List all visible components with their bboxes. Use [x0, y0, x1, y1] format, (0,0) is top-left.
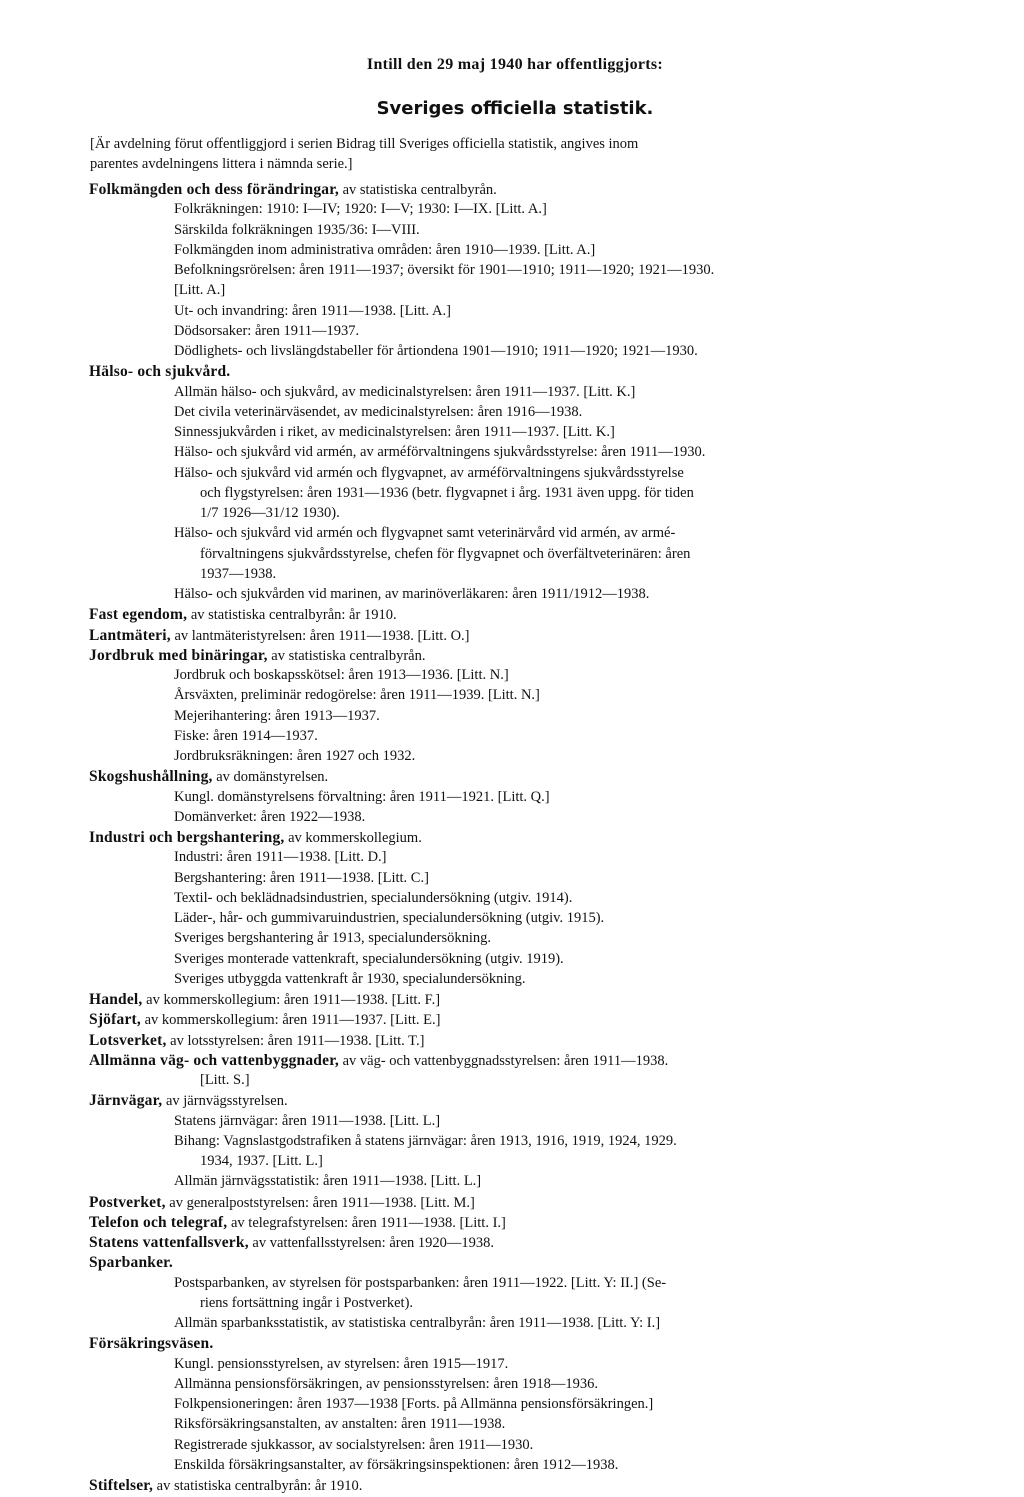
section-heading-detail: av statistiska centralbyrån. — [267, 647, 426, 664]
list-item: Riksförsäkringsanstalten, av anstalten: åren 1911—1938. — [174, 1416, 506, 1433]
list-item: [Litt. A.] — [174, 282, 226, 299]
list-item-continuation: [Litt. S.] — [200, 1072, 250, 1088]
section-heading-detail: av statistiska centralbyrån. — [338, 182, 497, 198]
section-heading: Allmänna väg- och vattenbyggnader, — [89, 1051, 339, 1069]
section-heading-detail: av kommerskollegium: åren 1911—1938. [Litt. F.] — [142, 992, 441, 1008]
list-item: Hälso- och sjukvården vid marinen, av marinöverläkaren: åren 1911/1912—1938. — [174, 586, 650, 602]
list-item: Bergshantering: åren 1911—1938. [Litt. C.] — [174, 869, 429, 886]
list-item: Mejerihantering: åren 1913—1937. — [174, 707, 380, 724]
list-item: Allmän järnvägsstatistik: åren 1911—1938. [Litt. L.] — [174, 1173, 482, 1190]
list-item: Kungl. pensionsstyrelsen, av styrelsen: åren 1915—1917. — [174, 1355, 509, 1372]
list-item: Hälso- och sjukvård vid armén och flygvapnet, av arméförvaltningens sjukvårdsstyrelse — [174, 464, 684, 481]
list-item: Jordbruk och boskapsskötsel: åren 1913—1936. [Litt. N.] — [174, 667, 509, 683]
list-item: Fiske: åren 1914—1937. — [174, 727, 318, 744]
list-item-continuation: 1937—1938. — [200, 565, 277, 582]
list-item: Hälso- och sjukvård vid armén och flygvapnet samt veterinärvård vid armén, av armé- — [174, 525, 676, 542]
list-item-continuation: riens fortsättning ingår i Postverket). — [200, 1294, 414, 1311]
section-heading: Sparbanker. — [89, 1254, 173, 1272]
section-heading-line — [89, 768, 328, 786]
section-heading-line — [89, 1092, 288, 1110]
section-heading-line — [89, 1477, 362, 1495]
section-heading: Lotsverket, — [89, 1031, 167, 1049]
list-item: Folkpensioneringen: åren 1937—1938 [Forts. på Allmänna pensionsförsäkringen.] — [174, 1396, 654, 1412]
section-heading-line — [89, 627, 470, 645]
list-item: Enskilda försäkringsanstalter, av försäkringsinspektionen: åren 1912—1938. — [174, 1456, 619, 1473]
list-item: Allmän sparbanksstatistik, av statistiska centralbyrån: åren 1911—1938. [Litt. Y: I.] — [174, 1315, 661, 1331]
section-heading-line — [89, 1011, 440, 1029]
list-item: Det civila veterinärväsendet, av medicinalstyrelsen: åren 1916—1938. — [174, 403, 583, 420]
list-item: Sveriges monterade vattenkraft, specialundersökning (utgiv. 1919). — [174, 950, 564, 967]
section-heading-detail: av domänstyrelsen. — [212, 769, 329, 786]
section-heading: Handel, — [89, 991, 143, 1008]
list-item: Postsparbanken, av styrelsen för postsparbanken: åren 1911—1922. [Litt. Y: II.] (Se- — [174, 1274, 667, 1291]
section-heading-detail: av vattenfallsstyrelsen: åren 1920—1938. — [248, 1235, 495, 1251]
section-heading: Försäkringsväsen. — [89, 1335, 214, 1353]
section-heading-line — [89, 1254, 173, 1272]
section-heading: Telefon och telegraf, — [89, 1213, 228, 1231]
section-heading-detail: av statistiska centralbyrån: år 1910. — [187, 607, 397, 624]
section-heading: Lantmäteri, — [89, 626, 171, 644]
section-heading-detail: av kommerskollegium. — [284, 830, 422, 846]
list-item: Domänverket: åren 1922—1938. — [174, 808, 366, 825]
section-heading: Fast egendom, — [89, 606, 188, 624]
section-heading-line — [89, 1052, 668, 1070]
section-heading-line — [89, 647, 425, 665]
list-item: Befolkningsrörelsen: åren 1911—1937; översikt för 1901—1910; 1911—1920; 1921—1930. — [174, 262, 715, 278]
section-heading-detail: av lantmäteristyrelsen: åren 1911—1938. [Litt. O.] — [170, 627, 470, 644]
list-item: Läder-, hår- och gummivaruindustrien, specialundersökning (utgiv. 1915). — [174, 910, 605, 926]
list-item-continuation: och flygstyrelsen: åren 1931—1936 (betr. flygvapnet i årg. 1931 även uppg. för tiden — [200, 484, 694, 501]
section-heading-line — [89, 1032, 424, 1050]
list-item: Hälso- och sjukvård vid armén, av arméförvaltningens sjukvårdsstyrelse: åren 1911—1930. — [174, 444, 706, 461]
list-item: Folkräkningen: 1910: I—IV; 1920: I—V; 1930: I—IX. [Litt. A.] — [174, 201, 547, 218]
section-heading-line — [89, 829, 422, 847]
section-heading-line — [89, 1194, 475, 1212]
list-item: Årsväxten, preliminär redogörelse: åren 1911—1939. [Litt. N.] — [174, 687, 540, 704]
section-heading-detail: av generalpoststyrelsen: åren 1911—1938. [Litt. M.] — [165, 1194, 475, 1211]
section-heading: Postverket, — [89, 1193, 166, 1211]
section-heading: Stiftelser, — [89, 1477, 154, 1494]
section-heading: Folkmängden och dess förändringar, — [89, 181, 339, 198]
section-heading-line — [89, 606, 397, 624]
note-line: parentes avdelningens littera i nämnda serie.] — [90, 156, 353, 172]
section-heading-line — [89, 1234, 494, 1252]
list-item: Allmänna pensionsförsäkringen, av pensionsstyrelsen: åren 1918—1936. — [174, 1375, 599, 1392]
list-item: Allmän hälso- och sjukvård, av medicinalstyrelsen: åren 1911—1937. [Litt. K.] — [174, 383, 636, 400]
section-heading-detail: av järnvägsstyrelsen. — [162, 1093, 288, 1110]
note-line: [Är avdelning förut offentliggjord i serien Bidrag till Sveriges officiella statistik, angives inom — [90, 136, 639, 152]
list-item: Kungl. domänstyrelsens förvaltning: åren 1911—1921. [Litt. Q.] — [174, 788, 550, 805]
section-heading: Skogshushållning, — [89, 768, 213, 786]
section-heading: Hälso- och sjukvård. — [89, 363, 231, 381]
editorial-note — [90, 134, 920, 174]
section-heading-line — [89, 991, 440, 1009]
section-heading: Jordbruk med binäringar, — [89, 646, 268, 664]
list-item: Bihang: Vagnslastgodstrafiken å statens järnvägar: åren 1913, 1916, 1919, 1924, 1929. — [174, 1132, 677, 1149]
section-heading: Järnvägar, — [89, 1092, 163, 1110]
section-heading: Statens vattenfallsverk, — [89, 1234, 249, 1251]
list-item: Ut- och invandring: åren 1911—1938. [Litt. A.] — [174, 302, 451, 319]
section-heading-detail: av lotsstyrelsen: åren 1911—1938. [Litt. T.] — [166, 1032, 425, 1049]
list-item-continuation: 1/7 1926—31/12 1930). — [200, 505, 340, 521]
list-item: Registrerade sjukkassor, av socialstyrelsen: åren 1911—1930. — [174, 1436, 534, 1453]
list-item: Dödlighets- och livslängdstabeller för årtiondena 1901—1910; 1911—1920; 1921—1930. — [174, 343, 698, 359]
list-item: Industri: åren 1911—1938. [Litt. D.] — [174, 849, 387, 866]
document-title: Sveriges officiella statistik. — [376, 98, 654, 119]
list-item: Särskilda folkräkningen 1935/36: I—VIII. — [174, 221, 420, 238]
list-item: Folkmängden inom administrativa områden: åren 1910—1939. [Litt. A.] — [174, 241, 596, 258]
list-item: Sveriges bergshantering år 1913, specialundersökning. — [174, 930, 492, 947]
list-item: Dödsorsaker: åren 1911—1937. — [174, 322, 360, 339]
section-heading-detail: av telegrafstyrelsen: åren 1911—1938. [Litt. I.] — [227, 1214, 506, 1231]
section-heading-line — [89, 181, 497, 199]
section-heading-line — [89, 1335, 213, 1353]
list-item: Sveriges utbyggda vattenkraft år 1930, specialundersökning. — [174, 970, 526, 987]
pretitle: Intill den 29 maj 1940 har offentliggjorts: — [366, 56, 664, 73]
list-item: Statens järnvägar: åren 1911—1938. [Litt. L.] — [174, 1112, 441, 1129]
section-heading-line — [89, 363, 230, 381]
section-heading-detail: av väg- och vattenbyggnadsstyrelsen: åren 1911—1938. — [338, 1052, 669, 1069]
list-item-continuation: förvaltningens sjukvårdsstyrelse, chefen för flygvapnet och överfältveterinären: åren — [200, 545, 691, 562]
section-heading-line — [89, 1214, 506, 1232]
section-heading-detail: av kommerskollegium: åren 1911—1937. [Litt. E.] — [140, 1012, 441, 1029]
section-heading: Industri och bergshantering, — [89, 829, 285, 846]
section-heading: Sjöfart, — [89, 1011, 141, 1029]
list-item: Textil- och beklädnadsindustrien, specialundersökning (utgiv. 1914). — [174, 889, 573, 906]
list-item-continuation: 1934, 1937. [Litt. L.] — [200, 1153, 323, 1169]
list-item: Jordbruksräkningen: åren 1927 och 1932. — [174, 748, 416, 764]
list-item: Sinnessjukvården i riket, av medicinalstyrelsen: åren 1911—1937. [Litt. K.] — [174, 424, 615, 440]
section-heading-detail: av statistiska centralbyrån: år 1910. — [153, 1478, 363, 1494]
